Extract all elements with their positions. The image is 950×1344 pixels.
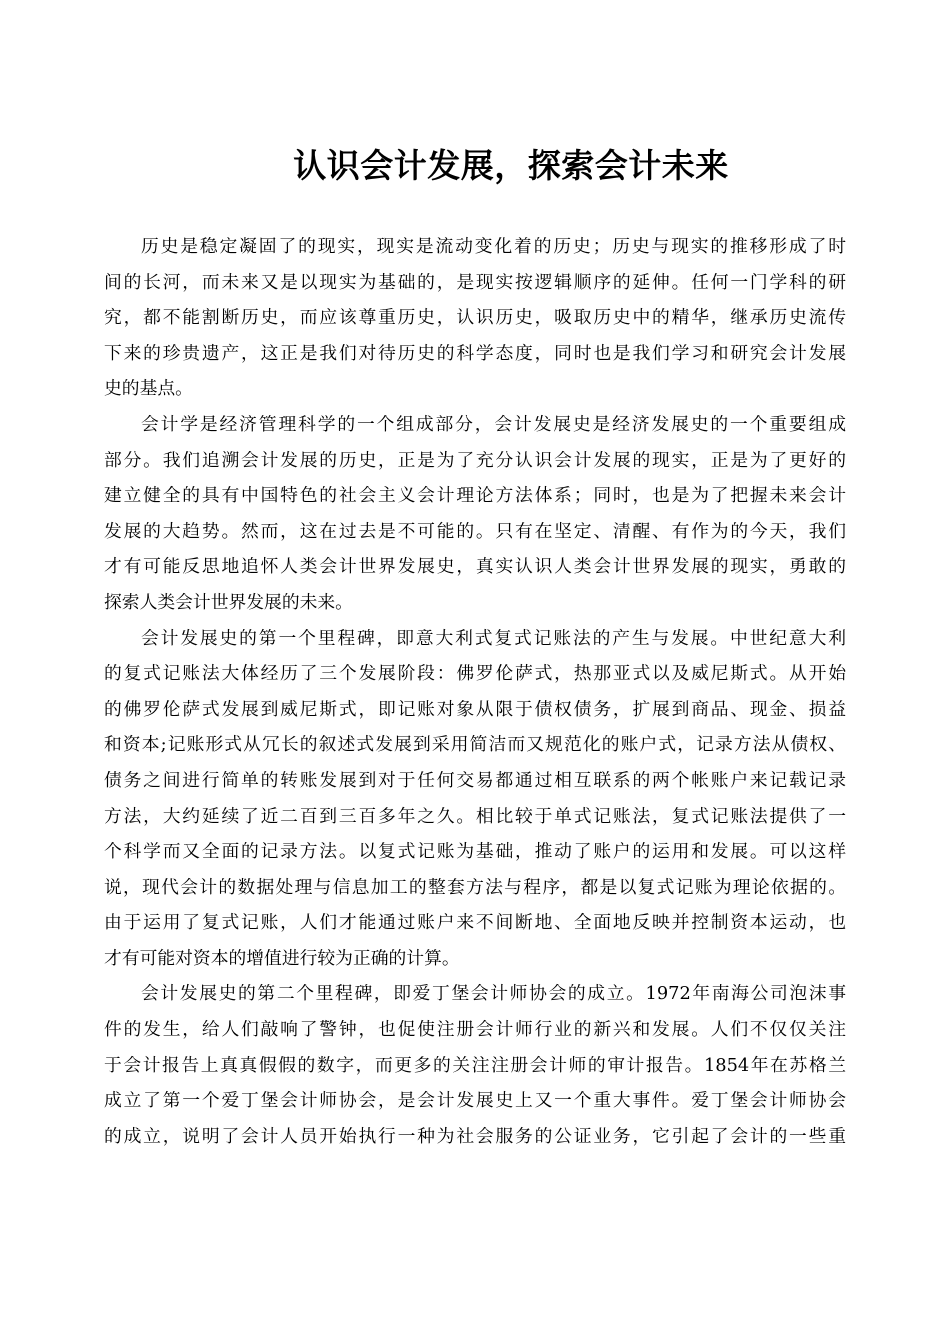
paragraph-2	[104, 407, 846, 621]
paragraph-line: 由于运用了复式记账，人们才能通过账户来不间断地、全面地反映并控制资本运动，也	[104, 912, 846, 934]
paragraph-3	[104, 621, 846, 977]
document-body	[104, 229, 846, 1154]
paragraph-4	[104, 976, 846, 1154]
paragraph-line: 部分。我们追溯会计发展的历史，正是为了充分认识会计发展的现实，正是为了更好的	[104, 449, 846, 471]
paragraph-line: 间的长河，而未来又是以现实为基础的，是现实按逻辑顺序的延伸。任何一门学科的研	[104, 271, 846, 293]
paragraph-line: 于会计报告上真真假假的数字，而更多的关注注册会计师的审计报告。1854年在苏格兰	[104, 1054, 846, 1076]
paragraph-line: 个科学而又全面的记录方法。以复式记账为基础，推动了账户的运用和发展。可以这样	[104, 841, 846, 863]
paragraph-line: 债务之间进行简单的转账发展到对于任何交易都通过相互联系的两个帐账户来记载记录	[104, 769, 846, 791]
paragraph-line: 方法，大约延续了近二百到三百多年之久。相比较于单式记账法，复式记账法提供了一	[104, 805, 846, 827]
paragraph-line: 史的基点。	[104, 378, 193, 400]
paragraph-line: 的佛罗伦萨式发展到威尼斯式，即记账对象从限于债权债务，扩展到商品、现金、损益	[104, 698, 846, 720]
paragraph-line: 件的发生，给人们敲响了警钟，也促使注册会计师行业的新兴和发展。人们不仅仅关注	[104, 1019, 846, 1041]
paragraph-line: 的成立，说明了会计人员开始执行一种为社会服务的公证业务，它引起了会计的一些重	[104, 1125, 846, 1147]
paragraph-line: 历史是稳定凝固了的现实，现实是流动变化着的历史；历史与现实的推移形成了时	[141, 236, 846, 257]
paragraph-line: 建立健全的具有中国特色的社会主义会计理论方法体系；同时，也是为了把握未来会计	[104, 485, 846, 507]
paragraph-line: 成立了第一个爱丁堡会计师协会，是会计发展史上又一个重大事件。爱丁堡会计师协会	[104, 1090, 846, 1112]
paragraph-line: 和资本;记账形式从冗长的叙述式发展到采用简洁而又规范化的账户式，记录方法从债权、	[104, 734, 846, 756]
paragraph-line: 会计发展史的第二个里程碑，即爱丁堡会计师协会的成立。1972年南海公司泡沫事	[141, 983, 846, 1005]
document-title: 认识会计发展，探索会计未来	[293, 146, 729, 185]
paragraph-line: 发展的大趋势。然而，这在过去是不可能的。只有在坚定、清醒、有作为的今天，我们	[104, 520, 846, 542]
paragraph-line: 会计发展史的第一个里程碑，即意大利式复式记账法的产生与发展。中世纪意大利	[141, 627, 846, 649]
paragraph-line: 说，现代会计的数据处理与信息加工的整套方法与程序，都是以复式记账为理论依据的。	[104, 876, 846, 898]
paragraph-line: 才有可能对资本的增值进行较为正确的计算。	[104, 947, 460, 969]
paragraph-line: 究，都不能割断历史，而应该尊重历史，认识历史，吸取历史中的精华，继承历史流传	[104, 307, 846, 329]
paragraph-1	[104, 229, 846, 407]
paragraph-line: 才有可能反思地追怀人类会计世界发展史，真实认识人类会计世界发展的现实，勇敢的	[104, 556, 846, 578]
paragraph-line: 会计学是经济管理科学的一个组成部分，会计发展史是经济发展史的一个重要组成	[141, 413, 846, 435]
paragraph-line: 探索人类会计世界发展的未来。	[104, 591, 353, 613]
paragraph-line: 的复式记账法大体经历了三个发展阶段：佛罗伦萨式，热那亚式以及威尼斯式。从开始	[104, 663, 846, 685]
paragraph-line: 下来的珍贵遗产，这正是我们对待历史的科学态度，同时也是我们学习和研究会计发展	[104, 342, 846, 364]
